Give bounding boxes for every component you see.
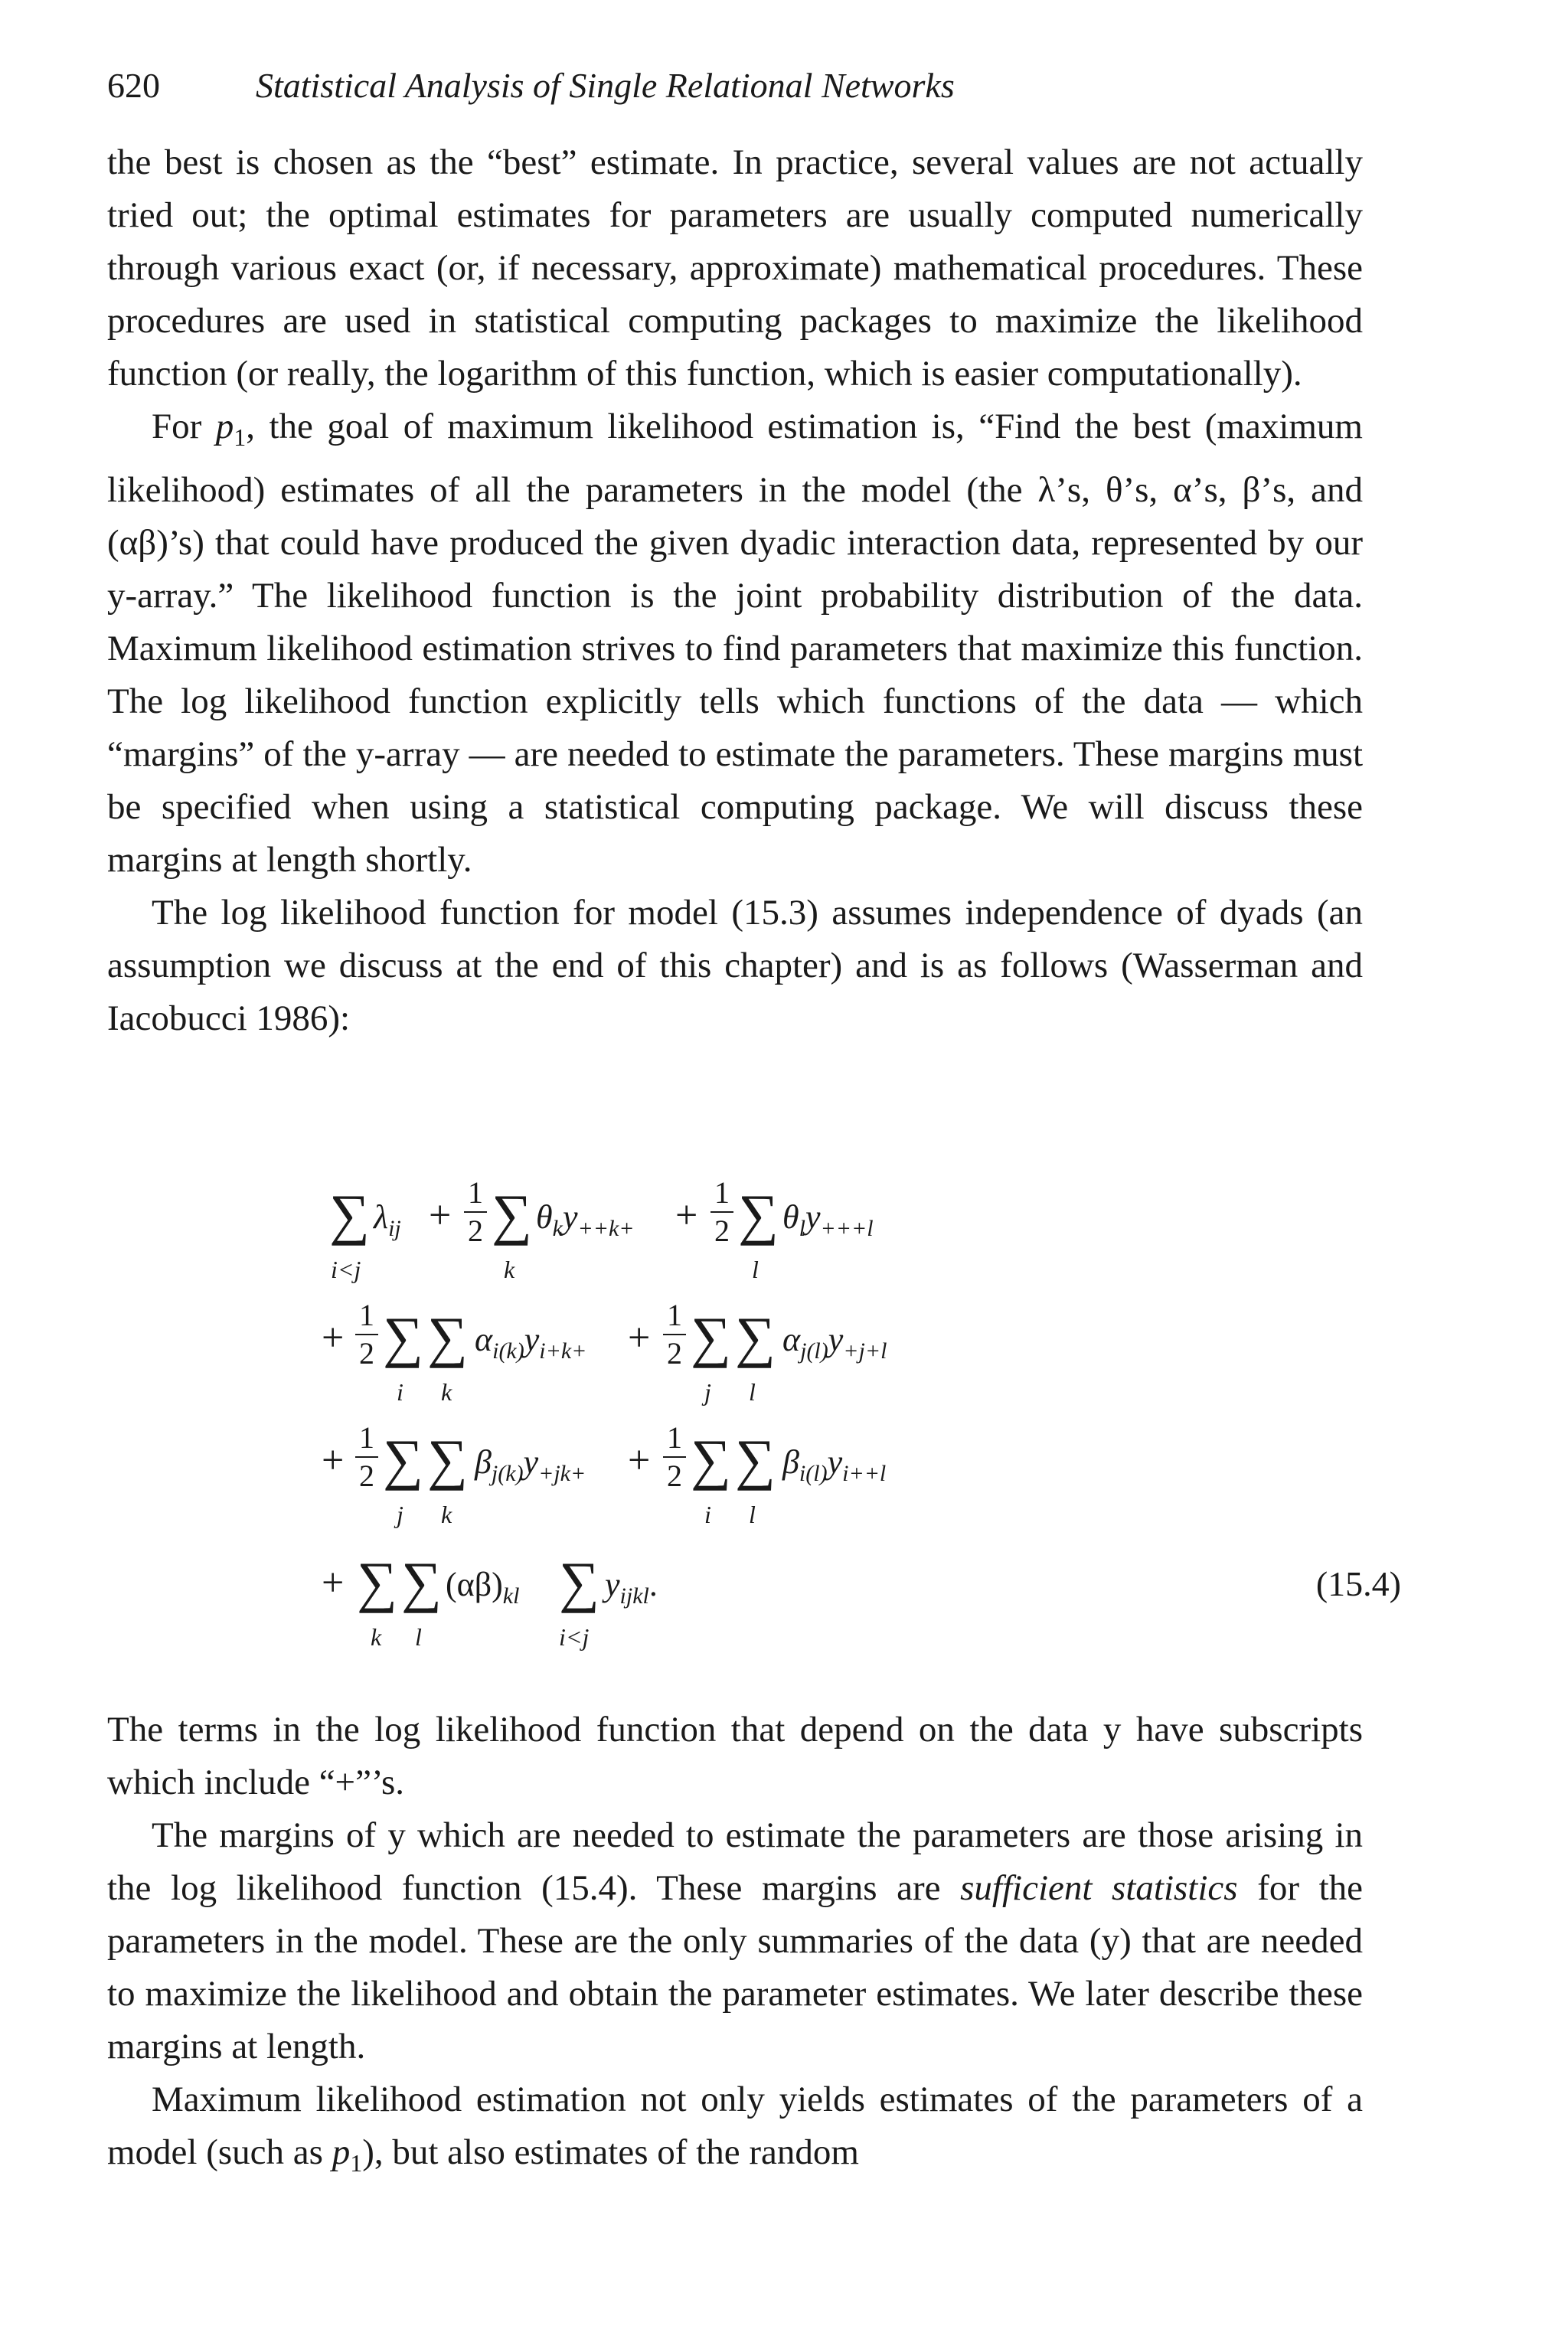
sum-index: k bbox=[441, 1378, 452, 1406]
paragraph-5 bbox=[107, 1809, 1363, 2073]
beta-jk-term: $\beta_{j(k)}y_{+jk+}$ bbox=[475, 1443, 586, 1486]
equation-15-4 bbox=[322, 1175, 1401, 1669]
plus: + bbox=[628, 1439, 651, 1482]
sum-symbol: ∑ bbox=[735, 1306, 776, 1369]
sum-index: i bbox=[704, 1501, 711, 1528]
sum-index: l bbox=[749, 1378, 756, 1406]
paragraph-2-body: the goal of maximum likelihood estimation is, “Find the best (maximum likelihood) estimates of all the parameters in the model (the λ’s, θ’s, α’s, β’s, and (αβ)’s) that could have produced the given dyadic interaction data, represented by our y-array.” The likelihood function is the joint probability distribution of the data. Maximum likelihood estimation strives to find parameters that maximize this function. The log likelihood function explicitly tells which functions of the data — which “margins” of the y-array — are needed to estimate the parameters. These margins must be specified when using a statistical computing package. We will discuss these margins at length shortly. bbox=[107, 407, 1363, 880]
sum-index: k bbox=[441, 1501, 452, 1528]
alpha-jl-term: $\alpha_{j(l)}y_{+j+l}$ bbox=[782, 1321, 887, 1364]
sum-symbol: ∑ bbox=[691, 1429, 731, 1491]
y-ijkl-term: $y_{ijkl}$. bbox=[605, 1566, 658, 1609]
p1-sub: 1 bbox=[234, 423, 247, 451]
one-half: 1 2 bbox=[663, 1300, 686, 1369]
sum-symbol: ∑ bbox=[383, 1306, 423, 1369]
sum-symbol: ∑ bbox=[427, 1429, 468, 1491]
plus: + bbox=[628, 1316, 651, 1360]
sum-symbol: ∑ bbox=[329, 1184, 370, 1246]
sum-index: j bbox=[704, 1378, 711, 1406]
one-half: 1 2 bbox=[355, 1423, 378, 1491]
sum-index: j bbox=[397, 1501, 403, 1528]
plus: + bbox=[322, 1439, 345, 1482]
equation-line-1 bbox=[329, 1175, 1401, 1294]
sum-symbol: ∑ bbox=[735, 1429, 776, 1491]
paragraph-3: The log likelihood function for model (15.3) assumes independence of dyads (an assumption we discuss at the end of this chapter) and is as follows (Wasserman and Iacobucci 1986): bbox=[107, 893, 1363, 1038]
theta-l-term: $\theta_ly_{+++l}$ bbox=[782, 1198, 874, 1241]
paragraph-2-lead: For bbox=[152, 407, 216, 446]
paragraph-5-end: for the parameters in the model. These are the only summaries of the data (y) that are needed to maximize the likelihood and obtain the parameter estimates. We later describe these margins at length. bbox=[107, 1868, 1364, 2066]
running-header bbox=[107, 63, 955, 109]
sufficient-statistics-term: sufficient statistics bbox=[960, 1868, 1238, 1908]
page-number: 620 bbox=[107, 66, 160, 105]
sum-symbol: ∑ bbox=[357, 1551, 397, 1614]
sum-index: i<j bbox=[331, 1256, 361, 1283]
equation-line-3 bbox=[322, 1420, 1401, 1539]
theta-k-term: $\theta_ky_{++k+}$ bbox=[536, 1198, 635, 1241]
sum-index: k bbox=[371, 1623, 382, 1651]
paragraph-6 bbox=[107, 2073, 1363, 2190]
paragraph-6-end: ), but also estimates of the random bbox=[362, 2132, 859, 2172]
plus: + bbox=[322, 1561, 345, 1605]
sum-symbol: ∑ bbox=[691, 1306, 731, 1369]
paragraph-2-comma: , bbox=[246, 407, 255, 446]
paragraph-6-start: Maximum likelihood estimation not only yields estimates of the parameters of a model (such as bbox=[107, 2080, 1363, 2172]
lambda-ij: $\lambda_{ij}$ bbox=[374, 1198, 401, 1241]
running-title: Statistical Analysis of Single Relational Networks bbox=[256, 66, 955, 105]
one-half: 1 2 bbox=[355, 1300, 378, 1369]
equation-line-4 bbox=[322, 1547, 1401, 1661]
sum-symbol: ∑ bbox=[383, 1429, 423, 1491]
text-block-bottom bbox=[107, 1704, 1363, 2190]
plus: + bbox=[675, 1194, 698, 1237]
equation-number: (15.4) bbox=[1315, 1564, 1401, 1603]
one-half: 1 2 bbox=[710, 1178, 733, 1246]
plus: + bbox=[429, 1194, 452, 1237]
equation-line-2 bbox=[322, 1298, 1401, 1416]
beta-il-term: $\beta_{i(l)}y_{i++l}$ bbox=[782, 1443, 887, 1486]
paragraph-4: The terms in the log likelihood function that depend on the data y have subscripts which include “+”’s. bbox=[107, 1710, 1363, 1802]
p1-base: p bbox=[215, 407, 234, 446]
sum-index: l bbox=[415, 1623, 422, 1651]
sum-index: i bbox=[397, 1378, 403, 1406]
one-half: 1 2 bbox=[464, 1178, 487, 1246]
sum-index: k bbox=[504, 1256, 515, 1283]
text-block-top bbox=[107, 136, 1363, 1045]
paragraph-5-start: The margins of y which are needed to estimate the parameters are those arising in the log likelihood function (15.4). These margins are bbox=[107, 1815, 1363, 1908]
sum-index: l bbox=[752, 1256, 759, 1283]
plus: + bbox=[322, 1316, 345, 1360]
alpha-beta-term: $(\alpha\beta)_{kl}$ bbox=[446, 1566, 520, 1609]
p1-symbol bbox=[215, 407, 247, 451]
sum-symbol: ∑ bbox=[427, 1306, 468, 1369]
alpha-ik-term: $\alpha_{i(k)}y_{i+k+}$ bbox=[475, 1321, 587, 1364]
one-half: 1 2 bbox=[663, 1423, 686, 1491]
paragraph-2 bbox=[107, 400, 1363, 887]
sum-index: l bbox=[749, 1501, 756, 1528]
sum-index: i<j bbox=[559, 1623, 590, 1651]
sum-symbol: ∑ bbox=[559, 1551, 599, 1614]
paragraph-1: the best is chosen as the “best” estimate. In practice, several values are not actually tried out; the optimal estimates for parameters are usually computed numerically through various exact (or, if necessary, approximate) mathematical procedures. These procedures are used in statistical computing packages to maximize the likelihood function (or really, the logarithm of this function, which is easier computationally). bbox=[107, 142, 1363, 394]
sum-symbol: ∑ bbox=[492, 1184, 532, 1246]
p1-symbol: $p_1$ bbox=[332, 2132, 363, 2177]
sum-symbol: ∑ bbox=[401, 1551, 442, 1614]
sum-symbol: ∑ bbox=[738, 1184, 779, 1246]
